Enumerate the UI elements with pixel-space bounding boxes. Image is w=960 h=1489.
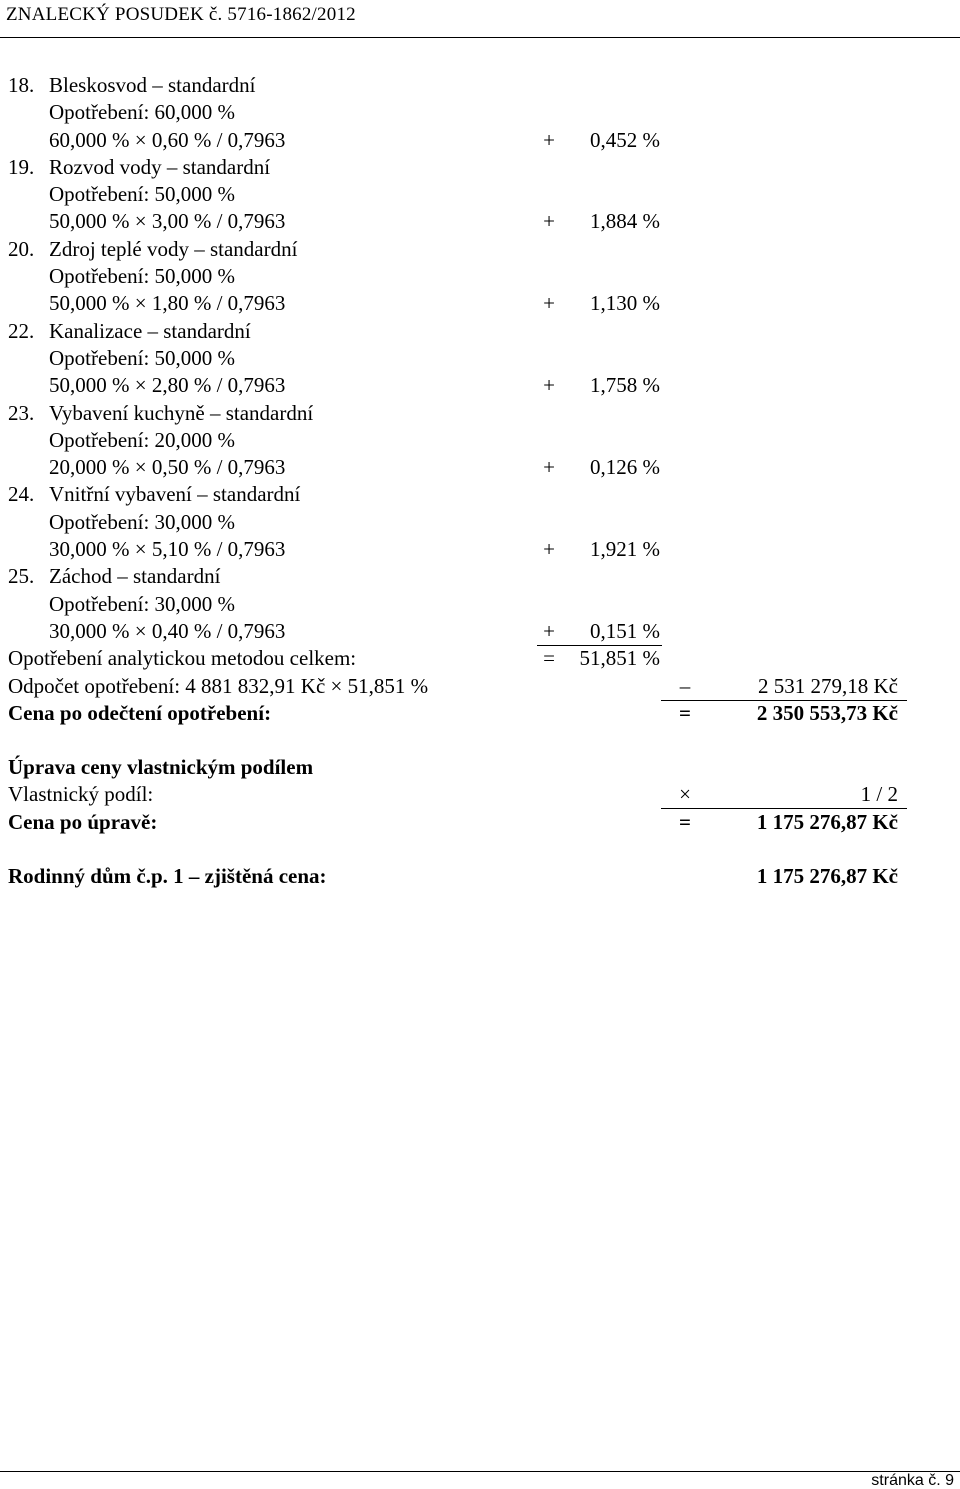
item-number: 18. xyxy=(8,73,35,97)
item-wear-line xyxy=(0,427,960,454)
item-value: 1,921 % xyxy=(590,537,660,562)
footer-rule xyxy=(0,1471,960,1472)
item-number: 20. xyxy=(8,236,35,261)
deduction-sign: – xyxy=(679,673,691,698)
item-name-line xyxy=(0,72,960,99)
item-number: 24. xyxy=(8,482,35,507)
item-name: Vnitřní vybavení – standardní xyxy=(49,482,301,507)
item-sign: + xyxy=(543,127,555,152)
item-calc-line xyxy=(0,618,960,645)
item-sign: + xyxy=(543,455,555,480)
header-rule xyxy=(0,37,960,38)
adjusted-price-line xyxy=(0,809,960,836)
deduction-label: Odpočet opotřebení: 4 881 832,91 Kč × 51,851 % xyxy=(8,673,429,698)
item-calc-line xyxy=(0,454,960,481)
item-sign: + xyxy=(543,618,555,643)
ownership-share-label: Vlastnický podíl: xyxy=(8,782,154,807)
page-number: stránka č. 9 xyxy=(871,1472,954,1489)
item-name-line xyxy=(0,400,960,427)
item-name: Záchod – standardní xyxy=(49,564,221,589)
total-wear-label: Opotřebení analytickou metodou celkem: xyxy=(8,646,357,671)
document-body xyxy=(0,72,960,890)
item-name: Vybavení kuchyně – standardní xyxy=(49,400,314,425)
item-calc-line xyxy=(0,208,960,235)
item-wear-line xyxy=(0,591,960,618)
item-value: 0,151 % xyxy=(590,618,660,643)
item-name: Zdroj teplé vody – standardní xyxy=(49,236,298,261)
adjusted-price-sign: = xyxy=(679,809,691,834)
item-name: Rozvod vody – standardní xyxy=(49,154,271,179)
item-wear: Opotřebení: 50,000 % xyxy=(49,345,236,370)
price-after-wear-line xyxy=(0,700,960,727)
item-name-line xyxy=(0,481,960,508)
item-calc-line xyxy=(0,372,960,399)
item-calc-line xyxy=(0,290,960,317)
item-value: 0,126 % xyxy=(590,455,660,480)
item-sign: + xyxy=(543,209,555,234)
item-wear: Opotřebení: 30,000 % xyxy=(49,591,236,616)
item-wear: Opotřebení: 30,000 % xyxy=(49,509,236,534)
ownership-share-line xyxy=(0,781,960,808)
item-calc: 50,000 % × 3,00 % / 0,7963 xyxy=(49,209,286,234)
item-calc: 60,000 % × 0,60 % / 0,7963 xyxy=(49,127,286,152)
final-price-line xyxy=(0,863,960,890)
item-calc: 50,000 % × 2,80 % / 0,7963 xyxy=(49,373,286,398)
item-name: Bleskosvod – standardní xyxy=(49,73,256,97)
document-header: ZNALECKÝ POSUDEK č. 5716-1862/2012 xyxy=(6,4,356,25)
item-number: 19. xyxy=(8,154,35,179)
final-price-label: Rodinný dům č.p. 1 – zjištěná cena: xyxy=(8,864,327,889)
deduction-value: 2 531 279,18 Kč xyxy=(758,673,898,698)
item-number: 23. xyxy=(8,400,35,425)
spacer xyxy=(0,836,960,863)
total-wear-line xyxy=(0,645,960,672)
item-wear-line xyxy=(0,509,960,536)
item-name-line xyxy=(0,563,960,590)
item-calc: 50,000 % × 1,80 % / 0,7963 xyxy=(49,291,286,316)
item-number: 25. xyxy=(8,564,35,589)
adjusted-price-value: 1 175 276,87 Kč xyxy=(756,809,898,834)
adjustment-heading-line xyxy=(0,754,960,781)
item-sign: + xyxy=(543,291,555,316)
item-name-line xyxy=(0,236,960,263)
item-value: 0,452 % xyxy=(590,127,660,152)
item-name-line xyxy=(0,154,960,181)
item-calc: 20,000 % × 0,50 % / 0,7963 xyxy=(49,455,286,480)
item-value: 1,884 % xyxy=(590,209,660,234)
total-wear-sign: = xyxy=(543,646,555,671)
item-calc-line xyxy=(0,127,960,154)
item-value: 1,130 % xyxy=(590,291,660,316)
item-wear-line xyxy=(0,263,960,290)
item-calc: 30,000 % × 0,40 % / 0,7963 xyxy=(49,618,286,643)
item-wear-line xyxy=(0,181,960,208)
item-sign: + xyxy=(543,373,555,398)
item-calc-line xyxy=(0,536,960,563)
item-calc: 30,000 % × 5,10 % / 0,7963 xyxy=(49,537,286,562)
item-name-line xyxy=(0,318,960,345)
item-wear: Opotřebení: 50,000 % xyxy=(49,264,236,289)
item-wear: Opotřebení: 20,000 % xyxy=(49,427,236,452)
ownership-share-sign: × xyxy=(679,782,691,807)
final-price-value: 1 175 276,87 Kč xyxy=(756,864,898,889)
price-after-wear-sign: = xyxy=(679,700,691,725)
ownership-share-value: 1 / 2 xyxy=(860,782,898,807)
item-wear-line xyxy=(0,345,960,372)
item-wear: Opotřebení: 50,000 % xyxy=(49,182,236,207)
price-after-wear-label: Cena po odečtení opotřebení: xyxy=(8,700,272,725)
price-after-wear-value: 2 350 553,73 Kč xyxy=(756,700,898,725)
item-wear: Opotřebení: 60,000 % xyxy=(49,100,236,125)
item-name: Kanalizace – standardní xyxy=(49,318,251,343)
total-wear-value: 51,851 % xyxy=(579,646,660,671)
item-number: 22. xyxy=(8,318,35,343)
item-sign: + xyxy=(543,537,555,562)
item-value: 1,758 % xyxy=(590,373,660,398)
adjustment-heading: Úprava ceny vlastnickým podílem xyxy=(8,755,314,780)
item-wear-line xyxy=(0,99,960,126)
deduction-line xyxy=(0,673,960,700)
adjusted-price-label: Cena po úpravě: xyxy=(8,809,158,834)
spacer xyxy=(0,727,960,754)
